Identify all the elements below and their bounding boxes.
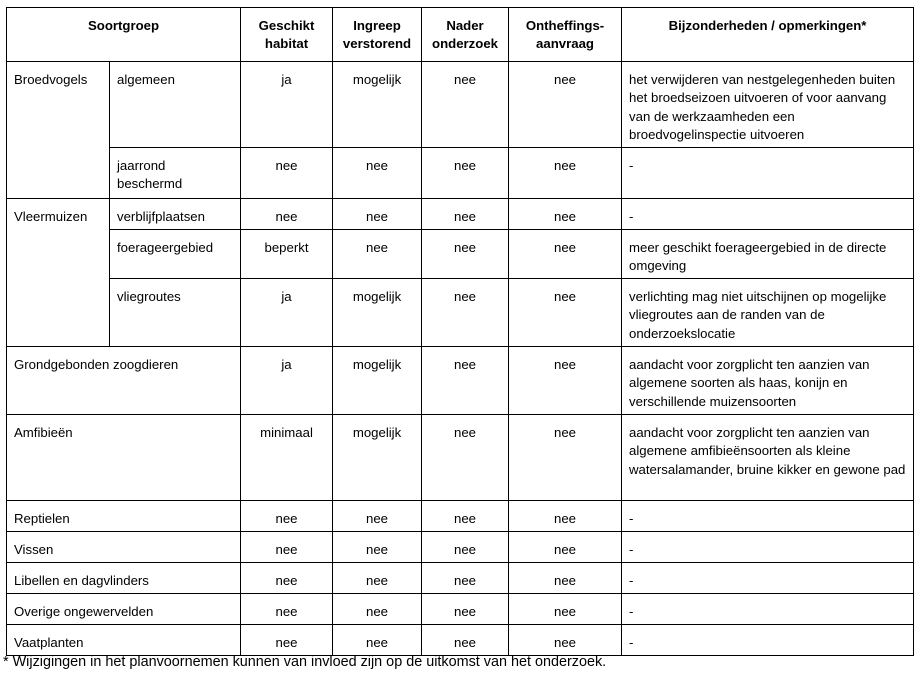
nader-cell: nee bbox=[422, 415, 509, 501]
group-cell: Vissen bbox=[7, 532, 241, 563]
subgroup-cell: foerageergebied bbox=[110, 230, 241, 279]
nader-cell: nee bbox=[422, 279, 509, 347]
habitat-cell: nee bbox=[241, 532, 333, 563]
ontheffing-cell: nee bbox=[509, 148, 622, 199]
header-ontheffingsaanvraag: Ontheffings- aanvraag bbox=[509, 8, 622, 62]
remarks-cell: - bbox=[622, 532, 914, 563]
ingreep-cell: nee bbox=[333, 532, 422, 563]
nader-cell: nee bbox=[422, 148, 509, 199]
group-cell: Amfibieën bbox=[7, 415, 241, 501]
remarks-cell: - bbox=[622, 148, 914, 199]
ingreep-cell: nee bbox=[333, 625, 422, 656]
table-row bbox=[7, 279, 914, 347]
ingreep-cell: mogelijk bbox=[333, 279, 422, 347]
remarks-cell: aandacht voor zorgplicht ten aanzien van algemene amfibieënsoorten als kleine watersalamander, bruine kikker en gewone pad bbox=[622, 415, 914, 501]
subgroup-cell: verblijfplaatsen bbox=[110, 199, 241, 230]
ingreep-cell: nee bbox=[333, 563, 422, 594]
ontheffing-cell: nee bbox=[509, 199, 622, 230]
remarks-cell: - bbox=[622, 199, 914, 230]
nader-cell: nee bbox=[422, 625, 509, 656]
habitat-cell: nee bbox=[241, 501, 333, 532]
header-nader-onderzoek: Nader onderzoek bbox=[422, 8, 509, 62]
nader-cell: nee bbox=[422, 199, 509, 230]
species-assessment-table bbox=[6, 7, 914, 656]
group-cell: Libellen en dagvlinders bbox=[7, 563, 241, 594]
table-row bbox=[7, 563, 914, 594]
ingreep-cell: nee bbox=[333, 501, 422, 532]
habitat-cell: nee bbox=[241, 594, 333, 625]
table-row bbox=[7, 199, 914, 230]
ontheffing-cell: nee bbox=[509, 62, 622, 148]
table-row bbox=[7, 532, 914, 563]
remarks-cell: verlichting mag niet uitschijnen op mogelijke vliegroutes aan de randen van de onderzoekslocatie bbox=[622, 279, 914, 347]
ontheffing-cell: nee bbox=[509, 279, 622, 347]
habitat-cell: nee bbox=[241, 199, 333, 230]
subgroup-cell: jaarrond beschermd bbox=[110, 148, 241, 199]
nader-cell: nee bbox=[422, 62, 509, 148]
habitat-cell: beperkt bbox=[241, 230, 333, 279]
ontheffing-cell: nee bbox=[509, 625, 622, 656]
ontheffing-cell: nee bbox=[509, 230, 622, 279]
nader-cell: nee bbox=[422, 532, 509, 563]
group-cell: Grondgebonden zoogdieren bbox=[7, 347, 241, 415]
remarks-cell: aandacht voor zorgplicht ten aanzien van algemene soorten als haas, konijn en verschillende muizensoorten bbox=[622, 347, 914, 415]
remarks-cell: - bbox=[622, 625, 914, 656]
subgroup-cell: vliegroutes bbox=[110, 279, 241, 347]
nader-cell: nee bbox=[422, 594, 509, 625]
remarks-cell: - bbox=[622, 501, 914, 532]
header-ingreep-verstorend: Ingreep verstorend bbox=[333, 8, 422, 62]
table-row bbox=[7, 594, 914, 625]
habitat-cell: ja bbox=[241, 279, 333, 347]
table-row bbox=[7, 625, 914, 656]
ingreep-cell: nee bbox=[333, 199, 422, 230]
group-cell: Vleermuizen bbox=[7, 199, 110, 347]
table-row bbox=[7, 501, 914, 532]
remarks-cell: - bbox=[622, 563, 914, 594]
header-bijzonderheden: Bijzonderheden / opmerkingen* bbox=[622, 8, 914, 62]
group-cell: Overige ongewervelden bbox=[7, 594, 241, 625]
footnote: * Wijzigingen in het planvoornemen kunnen van invloed zijn op de uitkomst van het onderzoek. bbox=[3, 654, 607, 670]
nader-cell: nee bbox=[422, 230, 509, 279]
table-header-row bbox=[7, 8, 914, 62]
group-cell: Reptielen bbox=[7, 501, 241, 532]
ingreep-cell: nee bbox=[333, 594, 422, 625]
header-soortgroep: Soortgroep bbox=[7, 8, 241, 62]
ontheffing-cell: nee bbox=[509, 347, 622, 415]
ingreep-cell: mogelijk bbox=[333, 347, 422, 415]
table-row bbox=[7, 347, 914, 415]
habitat-cell: nee bbox=[241, 625, 333, 656]
habitat-cell: nee bbox=[241, 148, 333, 199]
remarks-cell: het verwijderen van nestgelegenheden buiten het broedseizoen uitvoeren of voor aanvang van de werkzaamheden een broedvogelinspectie uitvoeren bbox=[622, 62, 914, 148]
group-cell: Vaatplanten bbox=[7, 625, 241, 656]
ingreep-cell: nee bbox=[333, 230, 422, 279]
ontheffing-cell: nee bbox=[509, 415, 622, 501]
nader-cell: nee bbox=[422, 563, 509, 594]
ingreep-cell: nee bbox=[333, 148, 422, 199]
ontheffing-cell: nee bbox=[509, 594, 622, 625]
ingreep-cell: mogelijk bbox=[333, 415, 422, 501]
header-geschikt-habitat: Geschikt habitat bbox=[241, 8, 333, 62]
habitat-cell: nee bbox=[241, 563, 333, 594]
ontheffing-cell: nee bbox=[509, 501, 622, 532]
remarks-cell: meer geschikt foerageergebied in de directe omgeving bbox=[622, 230, 914, 279]
ingreep-cell: mogelijk bbox=[333, 62, 422, 148]
ontheffing-cell: nee bbox=[509, 563, 622, 594]
habitat-cell: minimaal bbox=[241, 415, 333, 501]
habitat-cell: ja bbox=[241, 62, 333, 148]
table-row bbox=[7, 230, 914, 279]
ontheffing-cell: nee bbox=[509, 532, 622, 563]
table-row bbox=[7, 62, 914, 148]
remarks-cell: - bbox=[622, 594, 914, 625]
subgroup-cell: algemeen bbox=[110, 62, 241, 148]
group-cell: Broedvogels bbox=[7, 62, 110, 199]
habitat-cell: ja bbox=[241, 347, 333, 415]
table-row bbox=[7, 415, 914, 501]
nader-cell: nee bbox=[422, 501, 509, 532]
nader-cell: nee bbox=[422, 347, 509, 415]
table-row bbox=[7, 148, 914, 199]
